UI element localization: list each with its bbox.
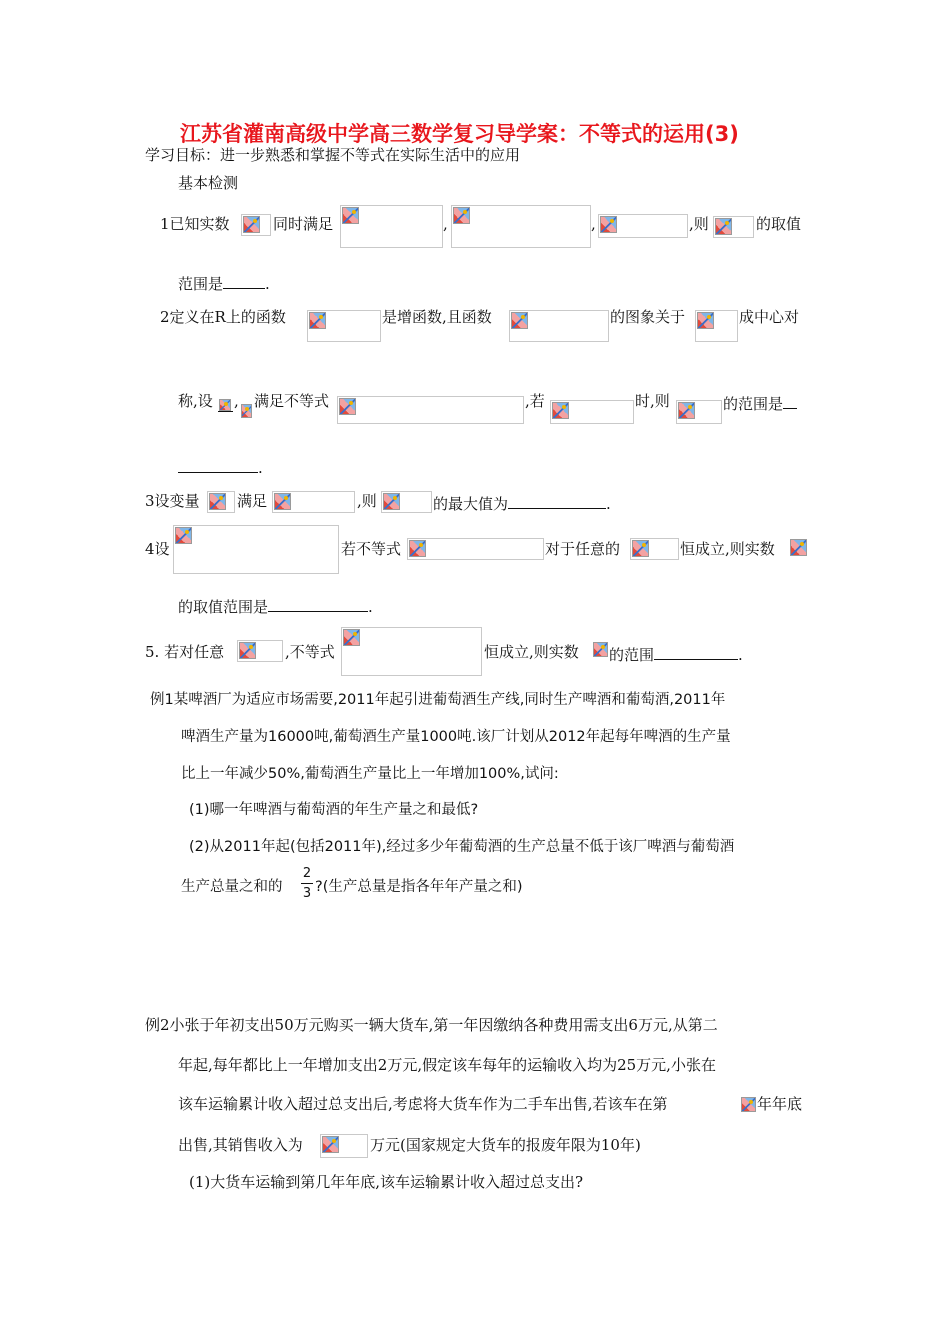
broken-image-icon bbox=[453, 207, 470, 224]
broken-image-icon bbox=[511, 312, 528, 329]
broken-image-icon bbox=[632, 540, 649, 557]
formula-image bbox=[381, 491, 432, 513]
broken-image-icon bbox=[274, 493, 291, 510]
q1-text-f: 的取值 bbox=[756, 215, 802, 233]
broken-image-icon bbox=[241, 404, 252, 418]
fraction-bar bbox=[301, 883, 313, 884]
q2-period: . bbox=[258, 459, 263, 477]
q1-line2 bbox=[178, 274, 270, 292]
example1-line2: 啤酒生产量为16000吨,葡萄酒生产量1000吨.该厂计划从2012年起每年啤酒的生产量 bbox=[181, 729, 731, 745]
formula-image bbox=[550, 400, 634, 424]
broken-image-icon bbox=[593, 642, 608, 657]
broken-image-icon bbox=[322, 1136, 339, 1153]
q4-text-d: 恒成立,则实数 bbox=[680, 540, 775, 558]
example2-line2: 年起,每年都比上一年增加支出2万元,假定该车每年的运输收入均为25万元,小张在 bbox=[178, 1056, 716, 1074]
answer-blank bbox=[783, 394, 797, 409]
q5-text-b: ,不等式 bbox=[285, 643, 335, 661]
formula-image bbox=[337, 396, 524, 424]
formula-image bbox=[740, 1096, 756, 1116]
fraction-two-thirds bbox=[301, 866, 313, 901]
example1-line6a: 生产总量之和的 bbox=[181, 879, 283, 895]
q2-text-h: ,若 bbox=[525, 392, 545, 410]
example1-line1: 例1某啤酒厂为适应市场需要,2011年起引进葡萄酒生产线,同时生产啤酒和葡萄酒,2011年 bbox=[150, 692, 726, 708]
broken-image-icon bbox=[678, 402, 695, 419]
q1-text-b: 同时满足 bbox=[273, 215, 334, 233]
q1-text-a: 1已知实数 bbox=[160, 215, 230, 233]
example2-line3b: 年年底 bbox=[757, 1095, 803, 1113]
q1-text-g: 范围是 bbox=[178, 275, 224, 293]
q4-text-c: 对于任意的 bbox=[545, 540, 621, 558]
answer-blank bbox=[178, 458, 258, 473]
broken-image-icon bbox=[339, 398, 356, 415]
q4-text-e: 的取值范围是 bbox=[178, 598, 269, 616]
broken-image-icon bbox=[741, 1097, 756, 1112]
formula-image bbox=[592, 641, 608, 661]
q3-text-b: 满足 bbox=[237, 492, 268, 510]
example2-line1: 例2小张于年初支出50万元购买一辆大货车,第一年因缴纳各种费用需支出6万元,从第二 bbox=[145, 1016, 718, 1034]
broken-image-icon bbox=[383, 493, 400, 510]
example2-line3a: 该车运输累计收入超过总支出后,考虑将大货车作为二手车出售,若该车在第 bbox=[178, 1095, 668, 1113]
q3-line bbox=[433, 494, 611, 512]
q2-line3 bbox=[178, 458, 263, 476]
formula-image bbox=[320, 1134, 368, 1158]
q2-text-b: 是增函数,且函数 bbox=[382, 308, 492, 326]
q1-comma: , bbox=[443, 215, 448, 233]
answer-blank bbox=[223, 274, 265, 289]
q2-text-i: 时,则 bbox=[635, 392, 670, 410]
q4-line2 bbox=[178, 597, 373, 615]
formula-image bbox=[451, 205, 591, 248]
q2-text-g: 满足不等式 bbox=[254, 392, 330, 410]
broken-image-icon bbox=[343, 629, 360, 646]
example2-line4b: 万元(国家规定大货车的报废年限为10年) bbox=[370, 1136, 641, 1154]
q3-text-c: ,则 bbox=[357, 492, 377, 510]
broken-image-icon bbox=[342, 207, 359, 224]
q3-text-d: 的最大值为 bbox=[433, 495, 509, 513]
q5-text-c: 恒成立,则实数 bbox=[484, 643, 579, 661]
q2-text-j: 的范围是 bbox=[723, 395, 784, 413]
q2-comma: , bbox=[234, 392, 239, 410]
formula-image bbox=[237, 640, 283, 662]
q3-text-a: 3设变量 bbox=[145, 492, 200, 510]
example1-question1: (1)哪一年啤酒与葡萄酒的年生产量之和最低? bbox=[189, 802, 479, 818]
formula-image bbox=[695, 310, 738, 342]
formula-image bbox=[307, 310, 381, 342]
q5-text-d: 的范围 bbox=[609, 646, 655, 664]
formula-image bbox=[207, 491, 235, 513]
answer-blank bbox=[654, 645, 738, 660]
formula-image bbox=[630, 538, 679, 560]
example1-question2: (2)从2011年起(包括2011年),经过多少年葡萄酒的生产总量不低于该厂啤酒与葡萄酒 bbox=[189, 839, 735, 855]
q5-line bbox=[609, 645, 743, 663]
example2-line4a: 出售,其销售收入为 bbox=[178, 1136, 303, 1154]
q3-period: . bbox=[606, 495, 611, 513]
broken-image-icon bbox=[697, 312, 714, 329]
example1-line3: 比上一年减少50%,葡萄酒生产量比上一年增加100%,试问: bbox=[181, 766, 559, 782]
formula-image bbox=[598, 214, 688, 238]
broken-image-icon bbox=[209, 493, 226, 510]
broken-image-icon bbox=[243, 216, 260, 233]
broken-image-icon bbox=[239, 642, 256, 659]
answer-blank bbox=[268, 597, 368, 612]
q1-comma: , bbox=[591, 215, 596, 233]
broken-image-icon bbox=[552, 402, 569, 419]
fraction-denominator: 3 bbox=[302, 886, 312, 901]
fraction-numerator: 2 bbox=[302, 866, 312, 881]
broken-image-icon bbox=[409, 540, 426, 557]
formula-image bbox=[676, 400, 722, 424]
q1-text-e: ,则 bbox=[689, 215, 709, 233]
formula-image bbox=[341, 627, 482, 676]
q5-period: . bbox=[738, 646, 743, 664]
formula-image bbox=[240, 403, 252, 420]
broken-image-icon bbox=[715, 218, 732, 235]
q4-text-b: 若不等式 bbox=[341, 540, 402, 558]
q2-text-d: 成中心对 bbox=[739, 308, 800, 326]
broken-image-icon bbox=[790, 539, 807, 556]
formula-image bbox=[407, 538, 544, 560]
formula-image bbox=[509, 310, 609, 342]
broken-image-icon bbox=[175, 527, 192, 544]
q2-text-a: 2定义在R上的函数 bbox=[160, 308, 286, 326]
q4-text-a: 4设 bbox=[145, 540, 170, 558]
broken-image-icon bbox=[600, 216, 617, 233]
q2-text-c: 的图象关于 bbox=[610, 308, 686, 326]
formula-image bbox=[340, 205, 443, 248]
broken-image-icon bbox=[219, 399, 231, 411]
q2-text-e: 称,设 bbox=[178, 392, 213, 410]
q1-period: . bbox=[265, 275, 270, 293]
learning-goal: 学习目标：进一步熟悉和掌握不等式在实际生活中的应用 bbox=[145, 146, 521, 164]
example2-question1: (1)大货车运输到第几年年底,该车运输累计收入超过总支出? bbox=[189, 1173, 584, 1191]
broken-image-icon bbox=[309, 312, 326, 329]
page-title: 江苏省灌南高级中学高三数学复习导学案：不等式的运用(3) bbox=[180, 122, 739, 146]
formula-image bbox=[218, 398, 233, 412]
formula-image bbox=[241, 214, 271, 236]
formula-image bbox=[789, 538, 807, 560]
formula-image bbox=[173, 525, 339, 574]
formula-image bbox=[713, 216, 754, 238]
section-heading: 基本检测 bbox=[178, 174, 239, 192]
q5-text-a: 5. 若对任意 bbox=[145, 643, 225, 661]
answer-blank bbox=[508, 494, 606, 509]
formula-image bbox=[272, 491, 355, 513]
example1-line6b: ?(生产总量是指各年年产量之和) bbox=[315, 879, 523, 895]
q4-period: . bbox=[368, 598, 373, 616]
q2-text-j-line bbox=[723, 394, 797, 412]
